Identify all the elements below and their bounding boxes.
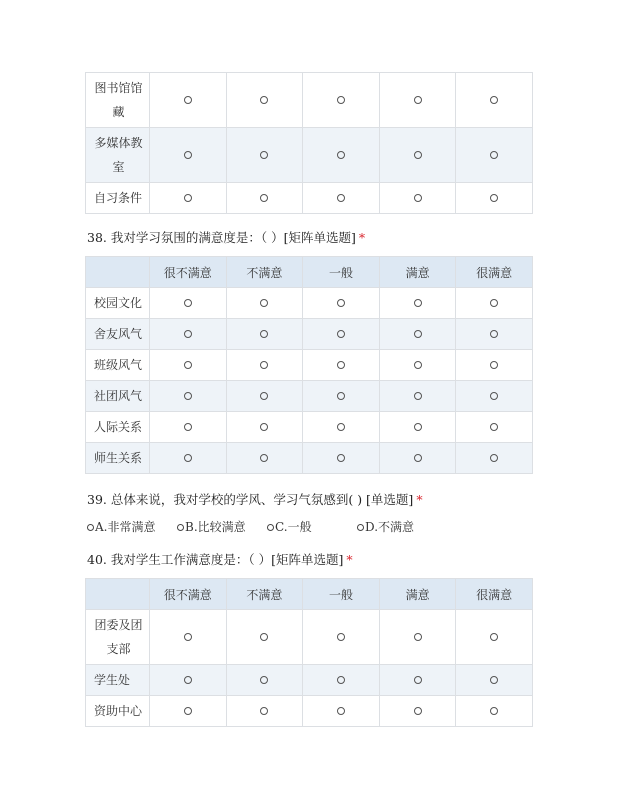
- matrix-cell: [150, 288, 227, 319]
- radio-button[interactable]: [184, 454, 192, 462]
- matrix-cell: [226, 128, 303, 183]
- column-header: 很不满意: [150, 579, 227, 610]
- column-header: 满意: [379, 579, 456, 610]
- radio-button[interactable]: [414, 299, 422, 307]
- radio-button[interactable]: [337, 423, 345, 431]
- radio-button[interactable]: [184, 194, 192, 202]
- row-label: 师生关系: [86, 443, 150, 474]
- column-header: 一般: [303, 579, 380, 610]
- matrix-cell: [379, 412, 456, 443]
- matrix-cell: [150, 183, 227, 214]
- radio-button[interactable]: [260, 194, 268, 202]
- column-header: 很满意: [456, 257, 533, 288]
- radio-button[interactable]: [337, 454, 345, 462]
- matrix-cell: [379, 381, 456, 412]
- matrix-cell: [379, 443, 456, 474]
- matrix-cell: [226, 319, 303, 350]
- radio-button[interactable]: [414, 633, 422, 641]
- matrix-cell: [379, 319, 456, 350]
- radio-button[interactable]: [414, 330, 422, 338]
- matrix-cell: [226, 183, 303, 214]
- matrix-cell: [456, 73, 533, 128]
- matrix-cell: [150, 696, 227, 727]
- radio-button[interactable]: [260, 299, 268, 307]
- matrix-cell: [379, 288, 456, 319]
- question-40-title: [87, 550, 533, 568]
- table-row: [86, 183, 533, 214]
- row-label: 社团风气: [86, 381, 150, 412]
- matrix-cell: [150, 665, 227, 696]
- radio-button[interactable]: [490, 392, 498, 400]
- radio-button[interactable]: [260, 454, 268, 462]
- radio-button[interactable]: [414, 392, 422, 400]
- radio-button[interactable]: [414, 194, 422, 202]
- row-label: 校园文化: [86, 288, 150, 319]
- matrix-cell: [150, 319, 227, 350]
- radio-button[interactable]: [490, 330, 498, 338]
- column-header: 满意: [379, 257, 456, 288]
- radio-button[interactable]: [490, 707, 498, 715]
- radio-button[interactable]: [337, 194, 345, 202]
- radio-button[interactable]: [414, 361, 422, 369]
- matrix-cell: [150, 128, 227, 183]
- radio-button[interactable]: [414, 707, 422, 715]
- radio-button[interactable]: [184, 361, 192, 369]
- radio-option[interactable]: [357, 518, 414, 535]
- matrix-cell: [226, 288, 303, 319]
- matrix-cell: [456, 128, 533, 183]
- radio-circle-icon: [357, 524, 364, 531]
- option-label: B.比较满意: [185, 520, 246, 534]
- table-row: [86, 128, 533, 183]
- radio-button[interactable]: [337, 361, 345, 369]
- table-row: [86, 288, 533, 319]
- matrix-table-q38: [85, 256, 533, 474]
- radio-button[interactable]: [184, 151, 192, 159]
- radio-option[interactable]: [87, 518, 155, 535]
- row-label: 人际关系: [86, 412, 150, 443]
- radio-button[interactable]: [337, 96, 345, 104]
- radio-button[interactable]: [184, 633, 192, 641]
- row-label: 图书馆馆藏: [86, 73, 150, 128]
- matrix-cell: [303, 128, 380, 183]
- radio-button[interactable]: [260, 392, 268, 400]
- question-38-text: 38. 我对学习氛围的满意度是：（ ）[矩阵单选题]: [87, 230, 356, 245]
- matrix-cell: [379, 696, 456, 727]
- header-empty: [86, 579, 150, 610]
- matrix-cell: [456, 381, 533, 412]
- radio-option[interactable]: [267, 518, 312, 535]
- table-row: [86, 696, 533, 727]
- table-row: [86, 73, 533, 128]
- radio-button[interactable]: [337, 392, 345, 400]
- question-39-text: 39. 总体来说，我对学校的学风、学习气氛感到( ) [单选题]: [87, 492, 414, 507]
- matrix-cell: [379, 350, 456, 381]
- radio-circle-icon: [267, 524, 274, 531]
- question-39-title: [87, 490, 533, 508]
- option-label: A.非常满意: [95, 520, 156, 534]
- radio-button[interactable]: [490, 676, 498, 684]
- matrix-cell: [456, 412, 533, 443]
- row-label: 舍友风气: [86, 319, 150, 350]
- radio-button[interactable]: [260, 707, 268, 715]
- radio-button[interactable]: [337, 633, 345, 641]
- header-empty: [86, 257, 150, 288]
- required-mark: *: [416, 492, 423, 507]
- radio-button[interactable]: [337, 707, 345, 715]
- matrix-cell: [226, 610, 303, 665]
- matrix-cell: [379, 128, 456, 183]
- radio-button[interactable]: [260, 96, 268, 104]
- radio-button[interactable]: [184, 676, 192, 684]
- radio-button[interactable]: [184, 299, 192, 307]
- matrix-cell: [303, 350, 380, 381]
- matrix-cell: [456, 288, 533, 319]
- matrix-cell: [226, 350, 303, 381]
- required-mark: *: [358, 230, 366, 245]
- radio-button[interactable]: [184, 392, 192, 400]
- matrix-cell: [150, 73, 227, 128]
- radio-button[interactable]: [490, 454, 498, 462]
- matrix-cell: [456, 610, 533, 665]
- matrix-cell: [303, 696, 380, 727]
- matrix-cell: [226, 381, 303, 412]
- matrix-cell: [379, 183, 456, 214]
- radio-circle-icon: [87, 524, 94, 531]
- matrix-cell: [379, 610, 456, 665]
- row-label: 自习条件: [86, 183, 150, 214]
- survey-page: [85, 72, 533, 727]
- radio-button[interactable]: [337, 330, 345, 338]
- radio-button[interactable]: [414, 454, 422, 462]
- question-40-text: 40. 我对学生工作满意度是：（ ）[矩阵单选题]: [87, 552, 344, 567]
- matrix-table-facilities: [85, 72, 533, 214]
- matrix-cell: [456, 443, 533, 474]
- radio-button[interactable]: [490, 151, 498, 159]
- matrix-cell: [456, 350, 533, 381]
- table-row: [86, 443, 533, 474]
- matrix-cell: [150, 443, 227, 474]
- table-row: [86, 319, 533, 350]
- column-header: 很不满意: [150, 257, 227, 288]
- question-38-title: [87, 228, 533, 246]
- radio-button[interactable]: [490, 96, 498, 104]
- row-label: 多媒体教室: [86, 128, 150, 183]
- matrix-cell: [226, 665, 303, 696]
- radio-button[interactable]: [184, 707, 192, 715]
- radio-button[interactable]: [260, 423, 268, 431]
- option-label: D.不满意: [365, 520, 415, 534]
- radio-button[interactable]: [260, 361, 268, 369]
- radio-button[interactable]: [184, 330, 192, 338]
- matrix-cell: [226, 696, 303, 727]
- matrix-cell: [303, 443, 380, 474]
- radio-button[interactable]: [184, 423, 192, 431]
- table-row: [86, 412, 533, 443]
- radio-button[interactable]: [414, 423, 422, 431]
- radio-button[interactable]: [414, 151, 422, 159]
- column-header: 一般: [303, 257, 380, 288]
- radio-button[interactable]: [260, 151, 268, 159]
- matrix-cell: [150, 381, 227, 412]
- table-row: [86, 610, 533, 665]
- matrix-cell: [303, 319, 380, 350]
- matrix-cell: [379, 73, 456, 128]
- column-header: 不满意: [226, 257, 303, 288]
- radio-button[interactable]: [490, 299, 498, 307]
- matrix-cell: [303, 665, 380, 696]
- radio-button[interactable]: [414, 96, 422, 104]
- radio-button[interactable]: [490, 633, 498, 641]
- radio-button[interactable]: [490, 194, 498, 202]
- radio-button[interactable]: [260, 330, 268, 338]
- radio-button[interactable]: [337, 299, 345, 307]
- matrix-cell: [456, 183, 533, 214]
- radio-button[interactable]: [414, 676, 422, 684]
- matrix-cell: [303, 412, 380, 443]
- matrix-cell: [303, 381, 380, 412]
- matrix-cell: [379, 665, 456, 696]
- row-label: 资助中心: [86, 696, 150, 727]
- matrix-cell: [303, 288, 380, 319]
- matrix-cell: [303, 183, 380, 214]
- radio-button[interactable]: [490, 361, 498, 369]
- radio-button[interactable]: [337, 676, 345, 684]
- row-label: 团委及团支部: [86, 610, 150, 665]
- matrix-cell: [456, 665, 533, 696]
- column-header: 不满意: [226, 579, 303, 610]
- matrix-cell: [226, 73, 303, 128]
- radio-button[interactable]: [490, 423, 498, 431]
- radio-button[interactable]: [260, 676, 268, 684]
- required-mark: *: [346, 552, 353, 567]
- matrix-cell: [226, 412, 303, 443]
- matrix-cell: [456, 696, 533, 727]
- matrix-cell: [303, 610, 380, 665]
- table-row: [86, 665, 533, 696]
- matrix-cell: [456, 319, 533, 350]
- matrix-cell: [150, 610, 227, 665]
- row-label: 学生处: [86, 665, 150, 696]
- matrix-cell: [150, 412, 227, 443]
- table-row: [86, 381, 533, 412]
- row-label: 班级风气: [86, 350, 150, 381]
- radio-option[interactable]: [177, 518, 246, 535]
- table-row: [86, 350, 533, 381]
- matrix-cell: [226, 443, 303, 474]
- radio-button[interactable]: [337, 151, 345, 159]
- radio-circle-icon: [177, 524, 184, 531]
- radio-button[interactable]: [184, 96, 192, 104]
- matrix-cell: [303, 73, 380, 128]
- column-header: 很满意: [456, 579, 533, 610]
- matrix-table-q40: [85, 578, 533, 727]
- radio-button[interactable]: [260, 633, 268, 641]
- q39-options: [87, 518, 533, 536]
- option-label: C.一般: [275, 520, 312, 534]
- matrix-cell: [150, 350, 227, 381]
